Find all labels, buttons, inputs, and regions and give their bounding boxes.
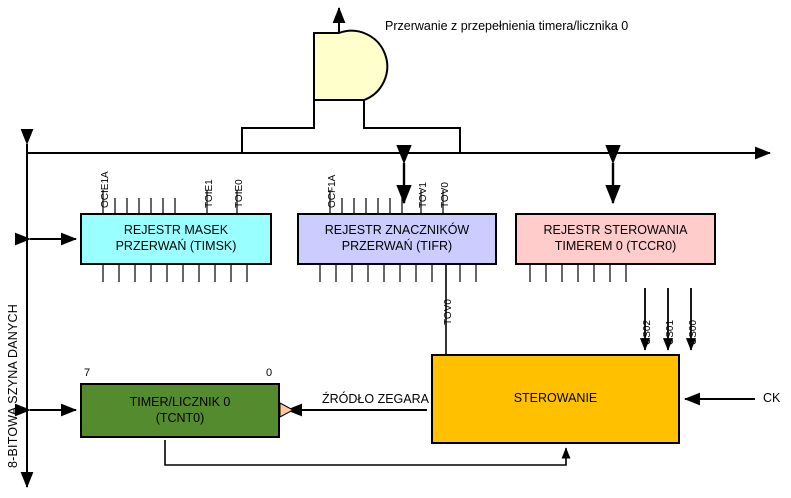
clock-source-line1: ŹRÓDŁO xyxy=(322,392,375,406)
interrupt-title-line2: timera/licznika 0 xyxy=(538,19,629,33)
and-gate-shape xyxy=(314,31,387,100)
tifr-line2: PRZERWAŃ (TIFR) xyxy=(341,239,453,253)
timsk-line1: REJESTR MASEK xyxy=(123,223,229,238)
signal-label-ocf1a: OCF1A xyxy=(327,174,338,208)
tccr0-line2: TIMEREM 0 (TCCR0) xyxy=(554,239,677,253)
signal-label-ocie1a: OCIE1A xyxy=(100,171,111,208)
bit-index-high: 7 xyxy=(84,367,91,379)
signal-label-cs00: CS00 xyxy=(688,319,699,345)
clock-source-line2: ZEGARA xyxy=(377,392,429,406)
tcnt0-line1: TIMER/LICZNIK 0 xyxy=(129,394,231,409)
tccr0-line1: REJESTR STEROWANIA xyxy=(543,223,688,238)
clock-source-label xyxy=(322,391,429,408)
block-tcnt0[interactable] xyxy=(80,383,280,438)
signal-label-cs01: CS01 xyxy=(665,319,676,345)
timsk-line2: PRZERWAŃ (TIMSK) xyxy=(115,239,237,253)
signal-label-toie1: TOIE1 xyxy=(204,179,215,208)
block-control[interactable] xyxy=(431,354,680,444)
tifr-line1: REJESTR ZNACZNIKÓW xyxy=(324,223,470,238)
data-bus-label: 8-BITOWA SZYNA DANYCH xyxy=(6,304,20,468)
signal-label-cs02: CS02 xyxy=(642,319,653,345)
control-label: STEROWANIE xyxy=(513,391,598,406)
signal-label-tov0-feedback: TOV0 xyxy=(443,299,454,325)
bit-index-low: 0 xyxy=(266,367,273,379)
interrupt-title-line1: Przerwanie z przepełnienia xyxy=(385,19,536,33)
clock-input-label: CK xyxy=(763,391,781,405)
block-timsk[interactable] xyxy=(80,213,272,265)
block-tccr0[interactable] xyxy=(515,213,716,265)
block-tifr[interactable] xyxy=(297,213,497,265)
tcnt0-line2: (TCNT0) xyxy=(155,410,205,425)
interrupt-title xyxy=(385,18,628,35)
signal-label-tov0: TOV0 xyxy=(440,182,451,208)
signal-label-toie0: TOIE0 xyxy=(234,179,245,208)
signal-label-tov1: TOV1 xyxy=(418,182,429,208)
